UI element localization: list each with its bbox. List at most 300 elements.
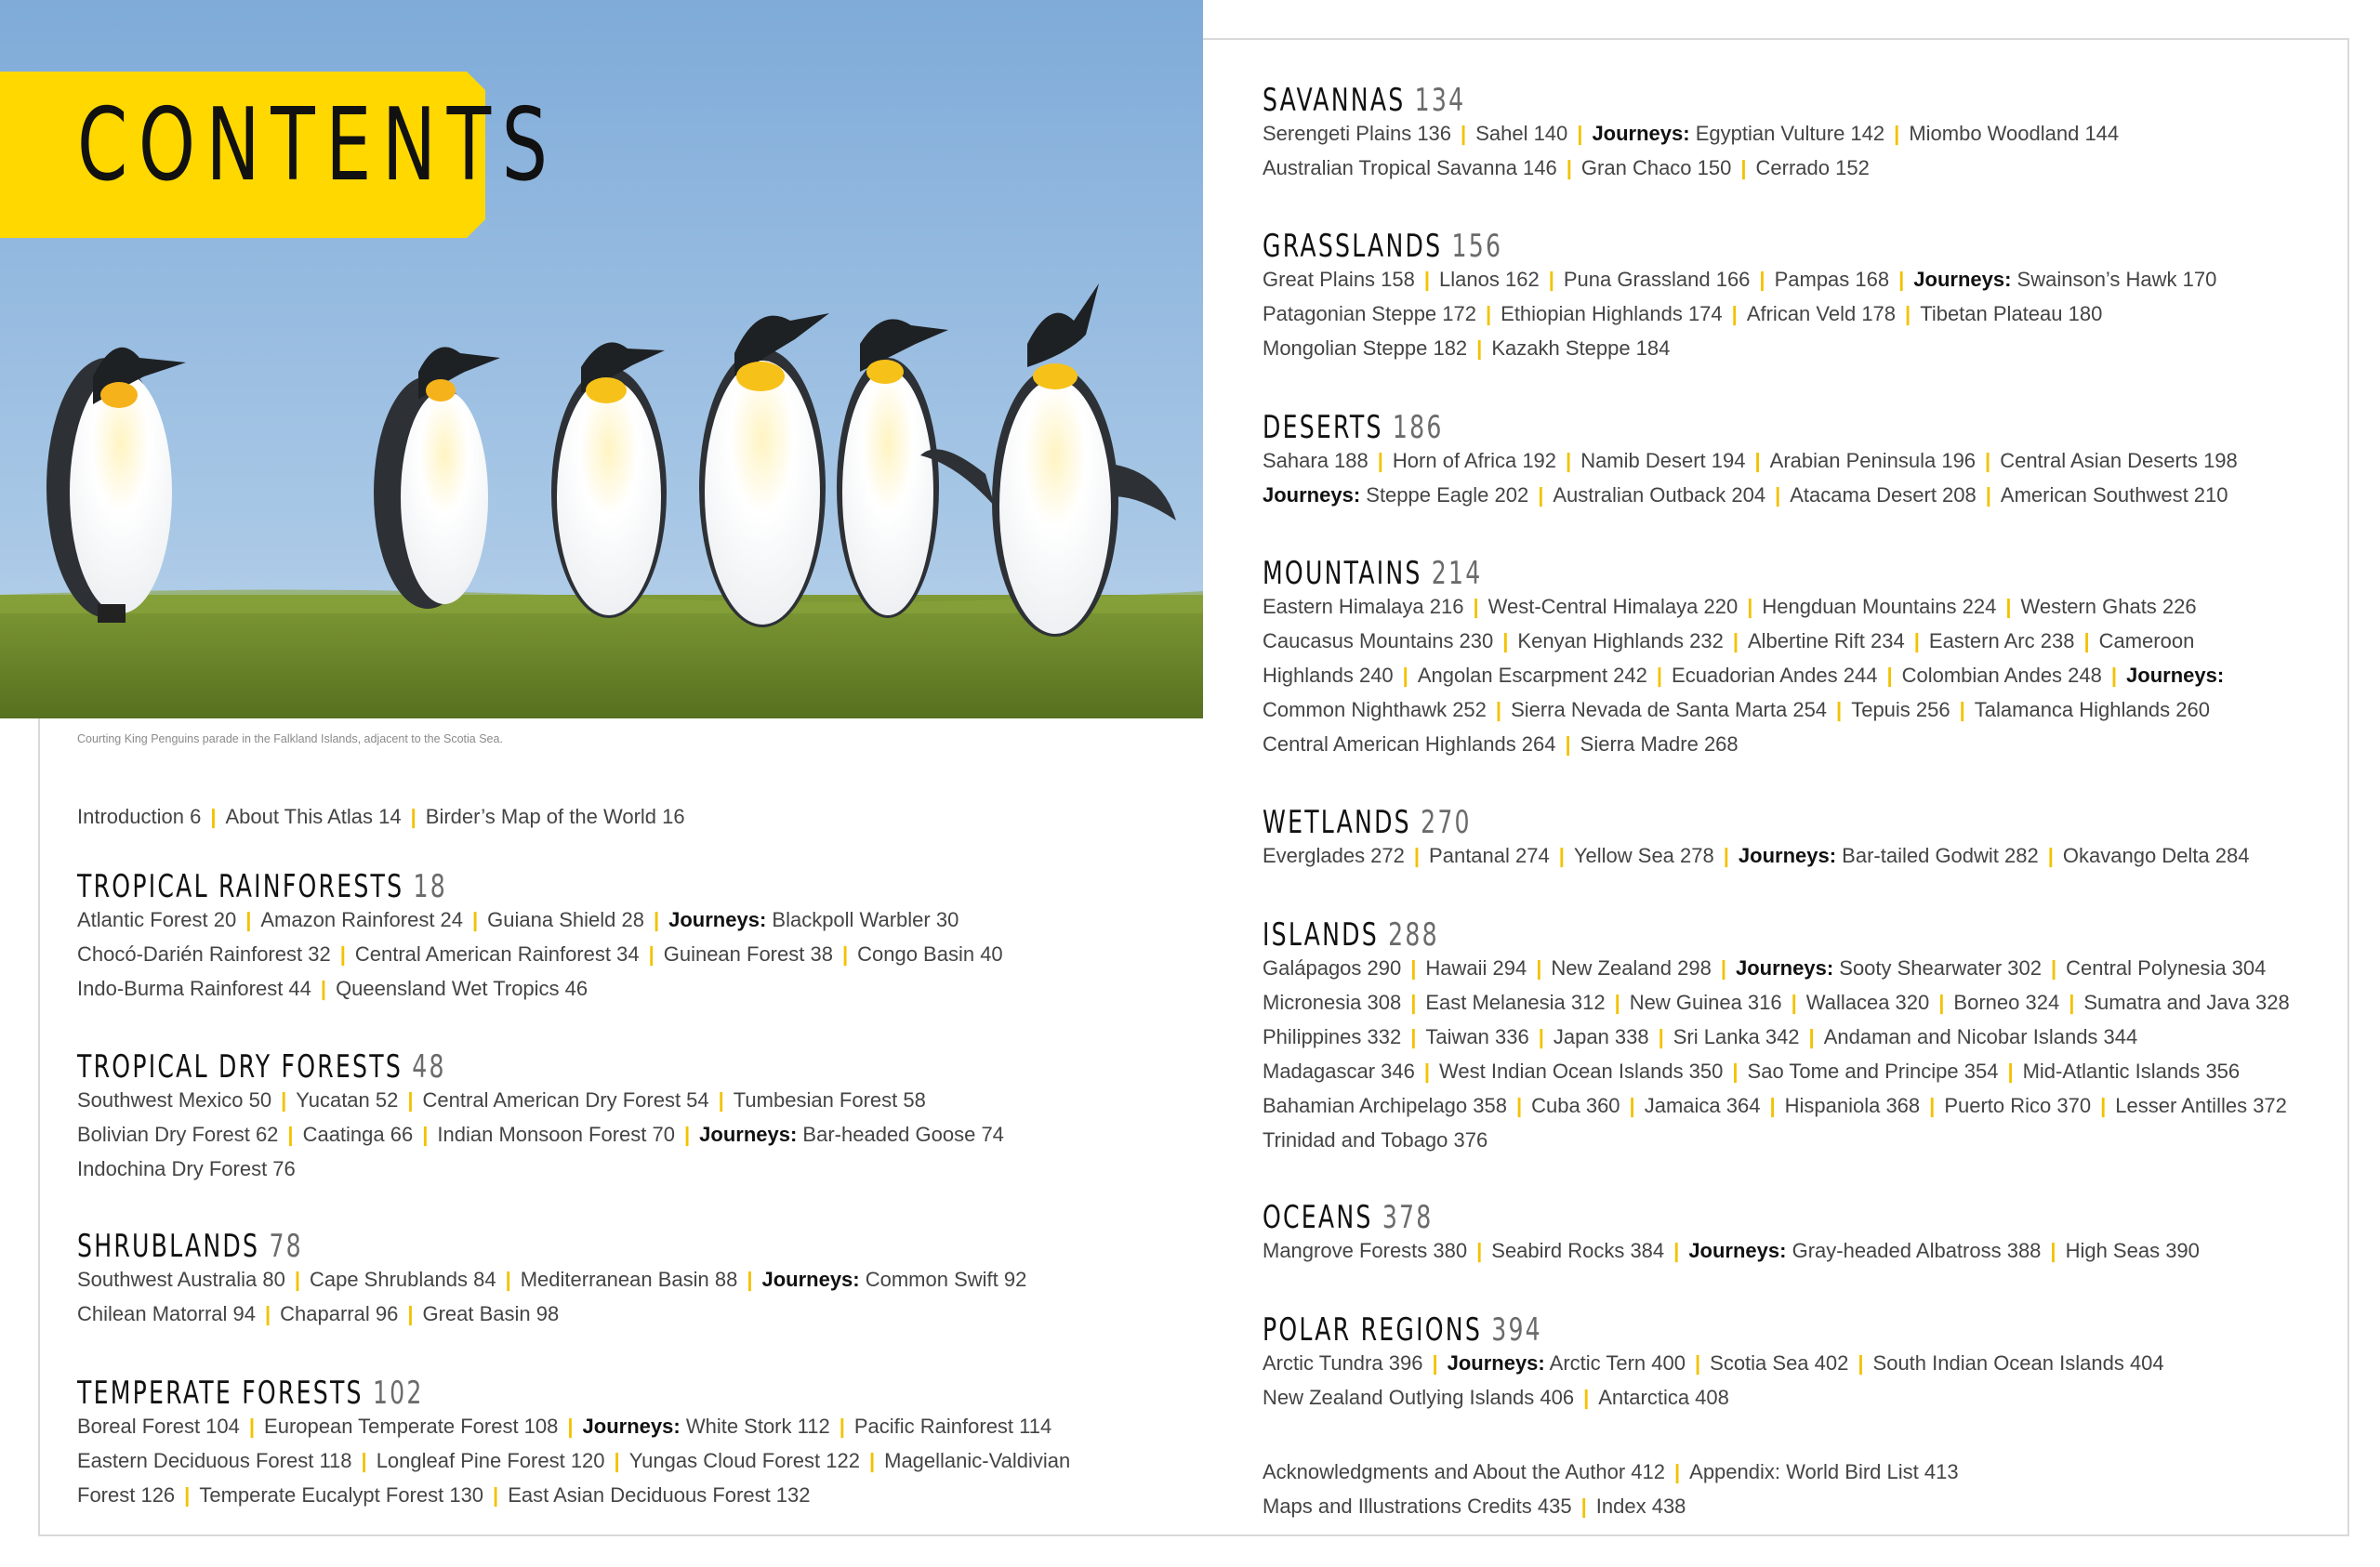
- journeys-label: Journeys:: [668, 908, 767, 931]
- separator-bar: |: [294, 1268, 300, 1291]
- toc-entry[interactable]: [1425, 1025, 1528, 1048]
- toc-entry-text: Eastern Arc 238: [1928, 629, 2075, 652]
- section-wetlands: [1263, 805, 2304, 873]
- toc-entry[interactable]: [280, 1302, 398, 1325]
- toc-entry-text: Kenyan Highlands 232: [1517, 629, 1724, 652]
- section-entries: [77, 1409, 1118, 1512]
- toc-entry[interactable]: [1263, 1128, 1488, 1152]
- toc-entry[interactable]: [1673, 1025, 1800, 1048]
- separator-bar: |: [1894, 122, 1900, 145]
- separator-bar: |: [1502, 629, 1509, 652]
- toc-entry[interactable]: [2023, 1060, 2241, 1083]
- toc-entry-text: Everglades 272: [1263, 844, 1405, 867]
- toc-entry-text: Swainson’s Hawk 170: [2011, 268, 2217, 291]
- separator-bar: |: [1558, 844, 1565, 867]
- toc-entry-text: Common Swift 92: [859, 1268, 1027, 1291]
- toc-line: [1263, 116, 2304, 151]
- toc-entry[interactable]: [1851, 698, 1950, 721]
- toc-line: [1263, 443, 2304, 478]
- toc-entry[interactable]: [355, 942, 640, 966]
- toc-entry[interactable]: [1574, 844, 1714, 867]
- toc-entry[interactable]: [629, 1449, 860, 1472]
- separator-bar: |: [287, 1123, 294, 1146]
- toc-entry[interactable]: [1688, 1239, 2041, 1262]
- toc-entry[interactable]: [583, 1415, 830, 1438]
- toc-entry[interactable]: [857, 942, 1003, 966]
- toc-entry-text: Chocó-Darién Rainforest 32: [77, 942, 331, 966]
- toc-entry[interactable]: [1553, 483, 1765, 507]
- toc-entry[interactable]: [1263, 336, 1467, 360]
- toc-entry-text: East Melanesia 312: [1425, 991, 1606, 1014]
- toc-entry-text: Andaman and Nicobar Islands 344: [1823, 1025, 2138, 1048]
- separator-bar: |: [1614, 991, 1620, 1014]
- toc-entry[interactable]: [377, 1449, 605, 1472]
- toc-entry[interactable]: [1581, 156, 1731, 179]
- toc-entry-text: Forest 126: [77, 1483, 176, 1507]
- toc-entry[interactable]: [1418, 664, 1647, 687]
- section-entries: [1263, 262, 2304, 365]
- section-polar-regions: [1263, 1312, 2304, 1415]
- section-heading[interactable]: [1263, 83, 2033, 118]
- journeys-label: Journeys:: [1913, 268, 2012, 291]
- section-page: 18: [403, 868, 448, 905]
- toc-entry[interactable]: [884, 1449, 1070, 1472]
- toc-entry[interactable]: [1488, 595, 1739, 618]
- toc-entry[interactable]: [668, 908, 959, 931]
- toc-entry[interactable]: [1909, 122, 2119, 145]
- toc-entry[interactable]: [1770, 449, 1976, 472]
- toc-entry-text: Central American Rainforest 34: [354, 942, 640, 966]
- section-entries: [1263, 1346, 2304, 1415]
- toc-entry[interactable]: [77, 805, 201, 828]
- toc-entry-text: East Asian Deciduous Forest 132: [508, 1483, 811, 1507]
- toc-entry[interactable]: [1580, 449, 1745, 472]
- toc-entry[interactable]: [260, 908, 463, 931]
- toc-entry-text: Sri Lanka 342: [1673, 1025, 1800, 1048]
- toc-entry-text: Bahamian Archipelago 358: [1263, 1094, 1507, 1117]
- toc-entry-text: Borneo 324: [1953, 991, 2060, 1014]
- toc-entry[interactable]: [2066, 956, 2266, 980]
- toc-entry-text: Taiwan 336: [1425, 1025, 1529, 1048]
- toc-entry-text: Puerto Rico 370: [1944, 1094, 2092, 1117]
- toc-line: [77, 1117, 1118, 1152]
- separator-bar: |: [1791, 991, 1797, 1014]
- toc-entry[interactable]: [1592, 122, 1884, 145]
- separator-bar: |: [1580, 1495, 1587, 1518]
- separator-bar: |: [2007, 1060, 2014, 1083]
- section-name: MOUNTAINS: [1263, 555, 1422, 592]
- toc-entry[interactable]: [664, 942, 833, 966]
- separator-bar: |: [1410, 956, 1417, 980]
- section-heading[interactable]: [77, 1049, 848, 1085]
- section-page: 214: [1421, 555, 1483, 592]
- toc-entry[interactable]: [1425, 991, 1605, 1014]
- toc-entry[interactable]: [1598, 1386, 1729, 1409]
- toc-entry[interactable]: [77, 1123, 278, 1146]
- toc-entry[interactable]: [77, 1449, 352, 1472]
- toc-entry-text: Blackpoll Warbler 30: [766, 908, 959, 931]
- separator-bar: |: [1423, 1060, 1431, 1083]
- section-heading[interactable]: [1263, 805, 2033, 840]
- separator-bar: |: [1673, 1460, 1681, 1483]
- toc-entry[interactable]: [77, 1483, 175, 1507]
- toc-entry-text: Southwest Mexico 50: [77, 1088, 272, 1112]
- toc-entry[interactable]: [1689, 1460, 1958, 1483]
- toc-entry-text: Guinean Forest 38: [663, 942, 833, 966]
- journeys-label: Journeys:: [761, 1268, 860, 1291]
- toc-entry[interactable]: [1511, 698, 1827, 721]
- toc-entry-text: Hawaii 294: [1425, 956, 1527, 980]
- toc-line: [1263, 692, 2304, 727]
- toc-entry-text: Cuba 360: [1531, 1094, 1620, 1117]
- section-name: OCEANS: [1263, 1199, 1373, 1236]
- toc-entry[interactable]: [77, 1268, 285, 1291]
- separator-bar: |: [1538, 483, 1544, 507]
- separator-bar: |: [2100, 1094, 2107, 1117]
- toc-entry[interactable]: [1263, 629, 1493, 652]
- toc-entry[interactable]: [2063, 844, 2250, 867]
- toc-entry-text: African Veld 178: [1746, 302, 1897, 325]
- toc-entry[interactable]: [1263, 595, 1463, 618]
- section-heading[interactable]: [1263, 917, 2033, 953]
- toc-entry[interactable]: [1491, 1239, 1664, 1262]
- toc-entry[interactable]: [1564, 268, 1751, 291]
- section-name: WETLANDS: [1263, 804, 1411, 841]
- toc-entry-text: Mid-Atlantic Islands 356: [2022, 1060, 2241, 1083]
- toc-entry[interactable]: [1554, 1025, 1649, 1048]
- journeys-label: Journeys:: [699, 1123, 798, 1146]
- toc-entry[interactable]: [77, 1302, 256, 1325]
- toc-entry[interactable]: [1263, 732, 1556, 756]
- toc-entry[interactable]: [1517, 629, 1723, 652]
- separator-bar: |: [1959, 698, 1965, 721]
- section-heading[interactable]: [77, 1229, 848, 1264]
- section-page: 270: [1410, 804, 1472, 841]
- toc-entry-text: Amazon Rainforest 24: [260, 908, 464, 931]
- section-heading[interactable]: [1263, 556, 2033, 591]
- toc-line: [77, 800, 685, 834]
- toc-line: [77, 971, 1118, 1006]
- separator-bar: |: [422, 1123, 429, 1146]
- toc-line: [77, 937, 1118, 971]
- section-heading[interactable]: [77, 869, 848, 904]
- toc-entry[interactable]: [77, 908, 236, 931]
- toc-entry[interactable]: [1630, 991, 1782, 1014]
- toc-entry[interactable]: [1739, 844, 2039, 867]
- toc-entry[interactable]: [1953, 991, 2059, 1014]
- separator-bar: |: [1377, 449, 1383, 472]
- toc-entry[interactable]: [1263, 991, 1401, 1014]
- section-entries: [77, 1262, 1118, 1331]
- toc-entry-text: Appendix: World Bird List 413: [1689, 1460, 1959, 1483]
- separator-bar: |: [1886, 664, 1893, 687]
- section-page: 134: [1405, 82, 1466, 119]
- toc-entry[interactable]: [296, 1088, 398, 1112]
- toc-entry[interactable]: [77, 1415, 240, 1438]
- separator-bar: |: [2069, 991, 2075, 1014]
- toc-entry[interactable]: [1913, 268, 2216, 291]
- intro-line: [77, 800, 685, 834]
- toc-entry[interactable]: [521, 1268, 738, 1291]
- toc-entry-text: Acknowledgments and About the Author 412: [1263, 1460, 1665, 1483]
- toc-entry[interactable]: [1824, 1025, 2138, 1048]
- toc-entry[interactable]: [1785, 1094, 1921, 1117]
- toc-entry-text: Sahel 140: [1475, 122, 1568, 145]
- section-entries: [1263, 838, 2304, 873]
- toc-entry-text: New Zealand 298: [1551, 956, 1712, 980]
- section-heading[interactable]: [1263, 229, 2033, 264]
- separator-bar: |: [1566, 449, 1572, 472]
- section-tropical-dry-forests: [77, 1049, 1118, 1186]
- toc-entry-text: Seabird Rocks 384: [1491, 1239, 1665, 1262]
- toc-entry[interactable]: [1475, 122, 1567, 145]
- toc-entry[interactable]: [437, 1123, 675, 1146]
- section-page: 102: [363, 1375, 424, 1412]
- toc-entry[interactable]: [422, 1302, 559, 1325]
- separator-bar: |: [1898, 268, 1905, 291]
- separator-bar: |: [1629, 1094, 1635, 1117]
- toc-entry[interactable]: [1873, 1351, 2164, 1375]
- toc-entry[interactable]: [1491, 336, 1670, 360]
- section-islands: [1263, 917, 2304, 1157]
- toc-entry-text: Caatinga 66: [302, 1123, 414, 1146]
- toc-entry[interactable]: [2115, 1094, 2287, 1117]
- toc-entry-text: New Guinea 316: [1629, 991, 1782, 1014]
- toc-entry[interactable]: [1263, 844, 1405, 867]
- toc-line: [1263, 589, 2304, 624]
- journeys-label: Journeys:: [1592, 122, 1690, 145]
- toc-entry-text: About This Atlas 14: [225, 805, 402, 828]
- toc-entry-text: Bar-tailed Godwit 282: [1836, 844, 2039, 867]
- toc-entry[interactable]: [1263, 698, 1487, 721]
- toc-entry[interactable]: [854, 1415, 1051, 1438]
- separator-bar: |: [2005, 595, 2012, 618]
- separator-bar: |: [1515, 1094, 1523, 1117]
- toc-entry[interactable]: [1263, 1495, 1572, 1518]
- toc-entry-text: Magellanic-Valdivian: [884, 1449, 1071, 1472]
- toc-entry[interactable]: [77, 942, 331, 966]
- toc-entry[interactable]: [1263, 449, 1368, 472]
- section-heading[interactable]: [1263, 1200, 2033, 1235]
- toc-entry[interactable]: [1806, 991, 1929, 1014]
- section-entries: [77, 902, 1118, 1006]
- toc-entry[interactable]: [2001, 483, 2228, 507]
- toc-entry[interactable]: [199, 1483, 483, 1507]
- separator-bar: |: [614, 1449, 620, 1472]
- toc-line: [1263, 1088, 2304, 1123]
- toc-entry-text: Philippines 332: [1263, 1025, 1402, 1048]
- toc-entry[interactable]: [77, 1088, 271, 1112]
- toc-entry[interactable]: [1263, 1386, 1574, 1409]
- toc-entry[interactable]: [1775, 268, 1890, 291]
- toc-entry[interactable]: [699, 1123, 1004, 1146]
- toc-entry[interactable]: [1263, 956, 1401, 980]
- separator-bar: |: [1769, 1094, 1776, 1117]
- toc-entry[interactable]: [2000, 449, 2238, 472]
- toc-entry[interactable]: [1425, 956, 1527, 980]
- toc-entry-text: Great Plains 158: [1263, 268, 1415, 291]
- toc-entry-text: Atlantic Forest 20: [77, 908, 237, 931]
- toc-entry[interactable]: [426, 805, 685, 828]
- toc-entry[interactable]: [1551, 956, 1711, 980]
- toc-entry[interactable]: [1263, 1025, 1401, 1048]
- toc-entry[interactable]: [2066, 1239, 2200, 1262]
- toc-entry[interactable]: [1263, 1094, 1507, 1117]
- toc-entry-text: Bar-headed Goose 74: [797, 1123, 1004, 1146]
- separator-bar: |: [567, 1415, 574, 1438]
- toc-line: [77, 1478, 1118, 1512]
- separator-bar: |: [684, 1123, 691, 1146]
- separator-bar: |: [1938, 991, 1945, 1014]
- toc-entry[interactable]: [1501, 302, 1723, 325]
- toc-entry[interactable]: [1531, 1094, 1620, 1117]
- toc-line: [77, 1152, 1118, 1186]
- toc-entry[interactable]: [310, 1268, 496, 1291]
- toc-entry[interactable]: [2099, 629, 2195, 652]
- toc-entry[interactable]: [1902, 664, 2102, 687]
- toc-entry[interactable]: [1263, 1460, 1665, 1483]
- separator-bar: |: [648, 942, 654, 966]
- toc-entry-text: Temperate Eucalypt Forest 130: [199, 1483, 484, 1507]
- separator-bar: |: [264, 1302, 271, 1325]
- toc-entry[interactable]: [1920, 302, 2102, 325]
- toc-entry[interactable]: [1710, 1351, 1848, 1375]
- toc-entry[interactable]: [1263, 156, 1557, 179]
- toc-entry[interactable]: [1263, 122, 1451, 145]
- toc-entry[interactable]: [1263, 1239, 1467, 1262]
- separator-bar: |: [1402, 664, 1408, 687]
- toc-entry-text: Albertine Rift 234: [1747, 629, 1905, 652]
- section-heading[interactable]: [77, 1376, 848, 1411]
- toc-entry[interactable]: [1429, 844, 1550, 867]
- toc-entry-text: Australian Outback 204: [1553, 483, 1766, 507]
- toc-entry-text: Queensland Wet Tropics 46: [336, 977, 588, 1000]
- toc-entry[interactable]: [1448, 1351, 1686, 1375]
- toc-entry[interactable]: [1748, 1060, 1999, 1083]
- toc-entry[interactable]: [1645, 1094, 1761, 1117]
- toc-entry[interactable]: [1263, 268, 1415, 291]
- toc-entry[interactable]: [1439, 268, 1540, 291]
- toc-entry[interactable]: [1747, 302, 1896, 325]
- toc-entry[interactable]: [1596, 1495, 1686, 1518]
- toc-entry[interactable]: [1263, 483, 1528, 507]
- separator-bar: |: [1913, 629, 1920, 652]
- toc-entry[interactable]: [1263, 1060, 1415, 1083]
- separator-bar: |: [1658, 1025, 1664, 1048]
- toc-entry[interactable]: [77, 1157, 296, 1180]
- toc-entry[interactable]: [1944, 1094, 2091, 1117]
- toc-entry-text: Yucatan 52: [296, 1088, 399, 1112]
- toc-entry[interactable]: [1263, 1351, 1422, 1375]
- toc-entry-text: American Southwest 210: [2000, 483, 2228, 507]
- separator-bar: |: [1808, 1025, 1815, 1048]
- toc-entry-text: Steppe Eagle 202: [1360, 483, 1529, 507]
- toc-entry[interactable]: [2126, 664, 2224, 687]
- separator-bar: |: [1656, 664, 1663, 687]
- toc-line: [1263, 151, 2304, 185]
- toc-entry-text: Hispaniola 368: [1784, 1094, 1921, 1117]
- separator-bar: |: [1759, 268, 1765, 291]
- separator-bar: |: [1732, 629, 1739, 652]
- toc-line: [1263, 1380, 2304, 1415]
- toc-entry[interactable]: [1756, 156, 1870, 179]
- toc-entry[interactable]: [1439, 1060, 1723, 1083]
- toc-line: [1263, 1020, 2304, 1054]
- toc-entry[interactable]: [1929, 629, 2075, 652]
- toc-entry[interactable]: [77, 977, 311, 1000]
- section-page: 378: [1372, 1199, 1434, 1236]
- toc-entry[interactable]: [264, 1415, 558, 1438]
- section-heading[interactable]: [1263, 1312, 2033, 1348]
- toc-entry-text: Yellow Sea 278: [1573, 844, 1714, 867]
- toc-entry[interactable]: [1580, 732, 1739, 756]
- toc-entry[interactable]: [734, 1088, 926, 1112]
- toc-entry[interactable]: [336, 977, 588, 1000]
- toc-line: [1263, 658, 2304, 692]
- toc-entry-text: Mediterranean Basin 88: [520, 1268, 738, 1291]
- toc-line: [1263, 624, 2304, 658]
- toc-entry[interactable]: [303, 1123, 414, 1146]
- toc-entry-text: Birder’s Map of the World 16: [425, 805, 685, 828]
- toc-entry-text: Chilean Matorral 94: [77, 1302, 256, 1325]
- section-heading[interactable]: [1263, 410, 2033, 445]
- toc-entry-text: Indian Monsoon Forest 70: [437, 1123, 675, 1146]
- section-page: 288: [1378, 916, 1439, 954]
- section-entries: [1263, 589, 2304, 761]
- toc-entry[interactable]: [1263, 302, 1476, 325]
- journeys-label: Journeys:: [1263, 483, 1361, 507]
- toc-entry-text: Wallacea 320: [1805, 991, 1930, 1014]
- separator-bar: |: [1929, 1094, 1936, 1117]
- toc-entry-text: Sooty Shearwater 302: [1833, 956, 2042, 980]
- separator-bar: |: [505, 1268, 511, 1291]
- toc-entry-text: Guiana Shield 28: [487, 908, 644, 931]
- toc-entry[interactable]: [1736, 956, 2042, 980]
- separator-bar: |: [1548, 268, 1554, 291]
- toc-entry[interactable]: [1762, 595, 1996, 618]
- separator-bar: |: [1732, 1060, 1739, 1083]
- toc-line: [1263, 331, 2304, 365]
- toc-entry[interactable]: [1975, 698, 2210, 721]
- separator-bar: |: [1836, 698, 1843, 721]
- separator-bar: |: [1985, 483, 1991, 507]
- toc-line: [1263, 838, 2304, 873]
- toc-entry[interactable]: [1672, 664, 1877, 687]
- toc-line: [77, 1262, 1118, 1297]
- toc-entry[interactable]: [1748, 629, 1905, 652]
- separator-bar: |: [410, 805, 416, 828]
- toc-entry-text: Arctic Tundra 396: [1263, 1351, 1423, 1375]
- toc-entry[interactable]: [761, 1268, 1026, 1291]
- toc-entry[interactable]: [2020, 595, 2196, 618]
- separator-bar: |: [1694, 1351, 1701, 1375]
- toc-entry[interactable]: [1790, 483, 1977, 507]
- toc-entry-text: Tepuis 256: [1851, 698, 1950, 721]
- toc-entry-text: Eastern Deciduous Forest 118: [77, 1449, 352, 1472]
- toc-entry[interactable]: [508, 1483, 810, 1507]
- toc-entry[interactable]: [487, 908, 644, 931]
- separator-bar: |: [1476, 336, 1483, 360]
- toc-entry[interactable]: [1393, 449, 1556, 472]
- toc-entry[interactable]: [423, 1088, 709, 1112]
- toc-entry[interactable]: [2083, 991, 2289, 1014]
- separator-bar: |: [841, 942, 849, 966]
- toc-entry-text: Atacama Desert 208: [1790, 483, 1977, 507]
- toc-entry[interactable]: [225, 805, 401, 828]
- separator-bar: |: [1740, 156, 1747, 179]
- toc-entry[interactable]: [1263, 664, 1394, 687]
- separator-bar: |: [1720, 956, 1726, 980]
